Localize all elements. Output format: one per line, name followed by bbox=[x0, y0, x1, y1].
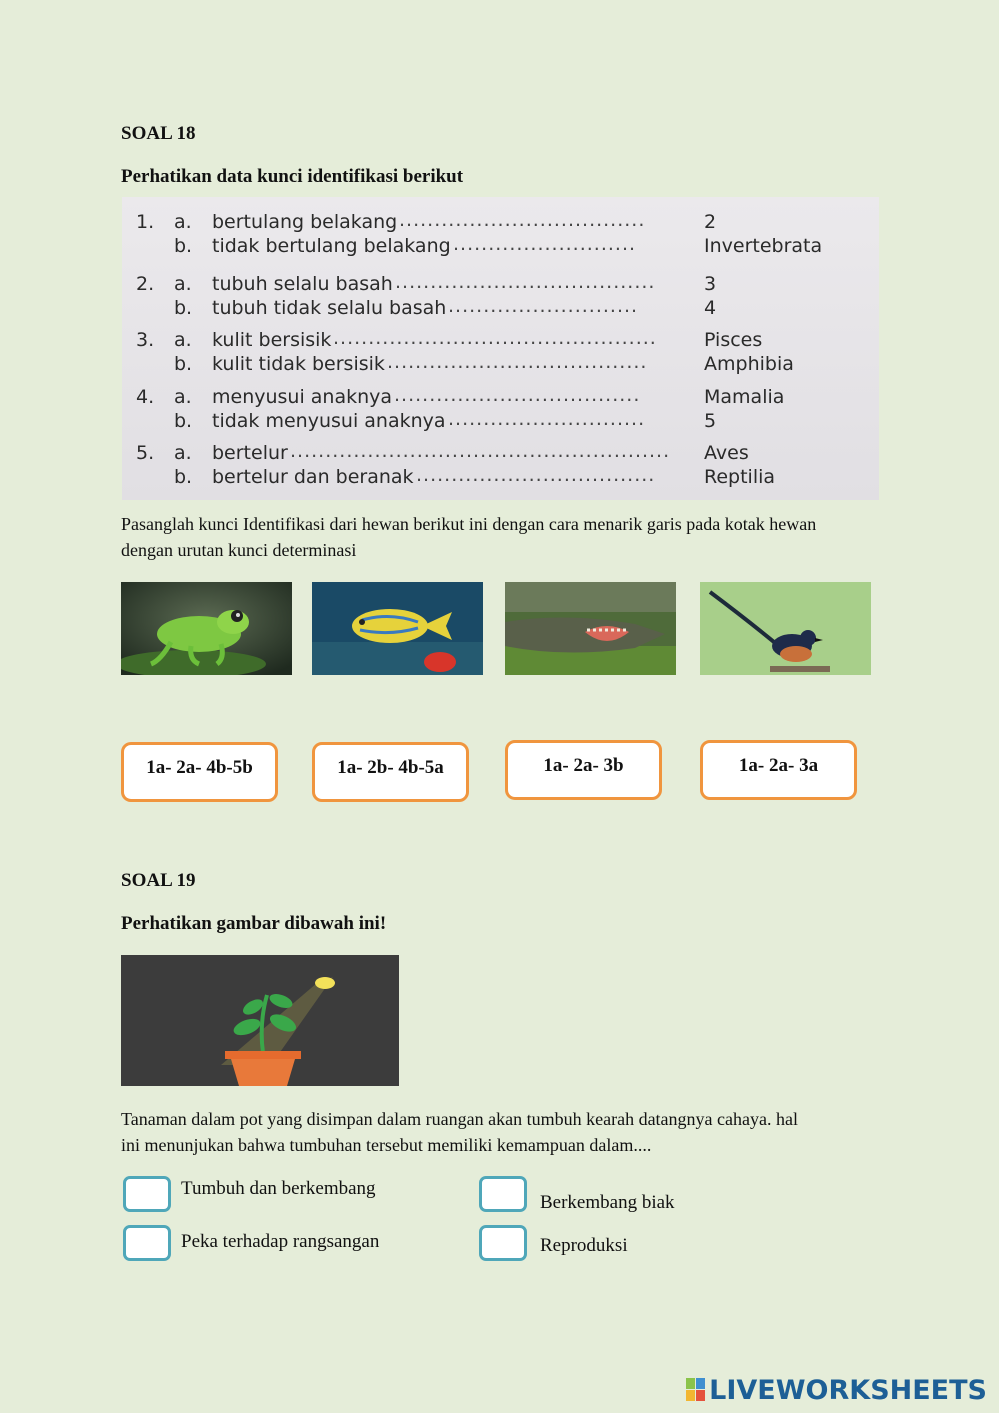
soal-19-title: SOAL 19 bbox=[121, 870, 196, 891]
key-dots: .......................... bbox=[453, 233, 637, 255]
key-dots: ...................................................... bbox=[290, 440, 671, 462]
key-dots: ..................................... bbox=[395, 271, 656, 293]
checkbox-peka[interactable] bbox=[123, 1225, 171, 1261]
soal-19-question bbox=[121, 1106, 941, 1158]
key-dots: ..................................... bbox=[387, 351, 648, 373]
key-text: tidak menyusui anaknya bbox=[212, 410, 446, 432]
key-letter: b. bbox=[174, 297, 193, 319]
key-dots: .............................................. bbox=[333, 327, 657, 349]
key-result: 5 bbox=[704, 410, 717, 432]
answer-box-2[interactable] bbox=[312, 742, 469, 802]
key-row bbox=[122, 386, 879, 410]
bird-image[interactable] bbox=[700, 582, 871, 675]
key-row bbox=[122, 466, 879, 490]
key-letter: a. bbox=[174, 329, 192, 351]
key-dots: ............................ bbox=[448, 408, 646, 430]
key-text: kulit bersisik bbox=[212, 329, 332, 351]
answer-label: 1a- 2a- 3a bbox=[738, 755, 819, 776]
key-letter: b. bbox=[174, 235, 193, 257]
key-letter: a. bbox=[174, 211, 192, 233]
key-row bbox=[122, 273, 879, 297]
key-letter: a. bbox=[174, 386, 192, 408]
key-letter: b. bbox=[174, 466, 193, 488]
checkbox-reproduksi[interactable] bbox=[479, 1225, 527, 1261]
soal-18-instruction: Perhatikan data kunci identifikasi berikut bbox=[121, 166, 464, 187]
option-label: Reproduksi bbox=[540, 1235, 628, 1256]
key-text: tidak bertulang belakang bbox=[212, 235, 451, 257]
key-text: kulit tidak bersisik bbox=[212, 353, 385, 375]
checkbox-berkembang-biak[interactable] bbox=[479, 1176, 527, 1212]
liveworksheets-logo bbox=[686, 1374, 987, 1406]
fish-image[interactable] bbox=[312, 582, 483, 675]
answer-box-4[interactable] bbox=[700, 740, 857, 800]
key-row bbox=[122, 297, 879, 321]
key-text: bertelur dan beranak bbox=[212, 466, 414, 488]
key-row bbox=[122, 235, 879, 259]
task-line-1: Pasanglah kunci Identifikasi dari hewan berikut ini dengan cara menarik garis pada kotak hewan bbox=[121, 514, 817, 534]
soal-18-title: SOAL 18 bbox=[121, 123, 196, 144]
key-result: Amphibia bbox=[704, 353, 794, 375]
question-line-2: ini menunjukan bahwa tumbuhan tersebut memiliki kemampuan dalam.... bbox=[121, 1135, 652, 1155]
soal-19-instruction: Perhatikan gambar dibawah ini! bbox=[121, 913, 387, 934]
question-line-1: Tanaman dalam pot yang disimpan dalam ruangan akan tumbuh kearah datangnya cahaya. hal bbox=[121, 1109, 798, 1129]
key-result: 3 bbox=[704, 273, 717, 295]
key-result: Mamalia bbox=[704, 386, 785, 408]
answer-label: 1a- 2a- 3b bbox=[543, 755, 624, 776]
key-result: Invertebrata bbox=[704, 235, 823, 257]
option-label: Peka terhadap rangsangan bbox=[181, 1231, 380, 1252]
key-letter: a. bbox=[174, 442, 192, 464]
task-line-2: dengan urutan kunci determinasi bbox=[121, 540, 357, 560]
key-number: 4. bbox=[136, 386, 155, 408]
frog-image[interactable] bbox=[121, 582, 292, 675]
crocodile-image[interactable] bbox=[505, 582, 676, 675]
key-dots: .................................. bbox=[416, 464, 656, 486]
key-result: 4 bbox=[704, 297, 717, 319]
key-text: tubuh tidak selalu basah bbox=[212, 297, 447, 319]
checkbox-tumbuh[interactable] bbox=[123, 1176, 171, 1212]
answer-box-1[interactable] bbox=[121, 742, 278, 802]
answer-box-3[interactable] bbox=[505, 740, 662, 800]
key-text: bertelur bbox=[212, 442, 288, 464]
key-row bbox=[122, 410, 879, 434]
key-letter: a. bbox=[174, 273, 192, 295]
key-row bbox=[122, 329, 879, 353]
identification-key-image bbox=[122, 197, 879, 500]
key-text: bertulang belakang bbox=[212, 211, 398, 233]
key-result: Reptilia bbox=[704, 466, 776, 488]
brand-name: LIVEWORKSHEETS bbox=[709, 1374, 987, 1406]
key-result: 2 bbox=[704, 211, 717, 233]
key-result: Pisces bbox=[704, 329, 763, 351]
option-label: Tumbuh dan berkembang bbox=[181, 1178, 376, 1199]
key-row bbox=[122, 211, 879, 235]
soal-18-task bbox=[121, 511, 921, 563]
key-number: 3. bbox=[136, 329, 155, 351]
answer-label: 1a- 2a- 4b-5b bbox=[146, 757, 253, 778]
option-label: Berkembang biak bbox=[540, 1192, 675, 1213]
key-letter: b. bbox=[174, 410, 193, 432]
key-dots: ................................... bbox=[394, 384, 641, 406]
key-letter: b. bbox=[174, 353, 193, 375]
key-text: menyusui anaknya bbox=[212, 386, 393, 408]
plant-in-pot-image bbox=[121, 955, 399, 1086]
key-row bbox=[122, 353, 879, 377]
live-logo-icon bbox=[686, 1378, 706, 1402]
key-number: 5. bbox=[136, 442, 155, 464]
key-number: 2. bbox=[136, 273, 155, 295]
key-dots: ........................... bbox=[448, 295, 639, 317]
key-text: tubuh selalu basah bbox=[212, 273, 393, 295]
key-number: 1. bbox=[136, 211, 155, 233]
key-result: Aves bbox=[704, 442, 749, 464]
key-row bbox=[122, 442, 879, 466]
key-dots: ................................... bbox=[399, 209, 646, 231]
answer-label: 1a- 2b- 4b-5a bbox=[337, 757, 444, 778]
